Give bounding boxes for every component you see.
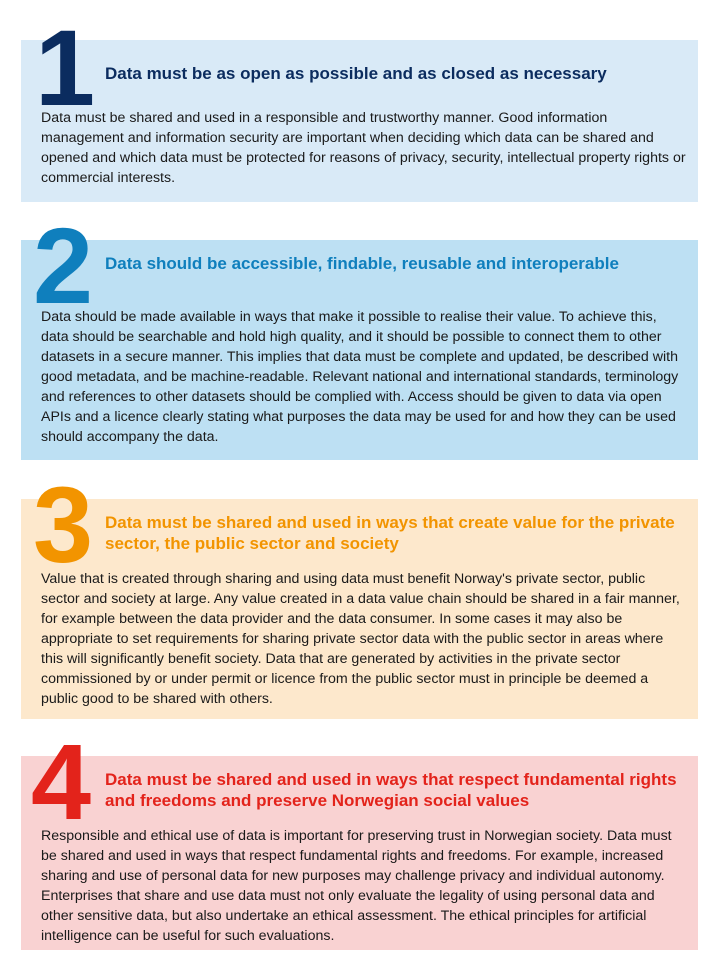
principle-text-2: Data should be made available in ways that make it possible to realise their value. To achieve this, data should be searchable and hold high quality, and it should be possible to connect them to other datasets in a secure manner. This implies that data must be complete and updated, be described with good metadata, and be machine-readable. Relevant national and international standards, terminology and references to other datasets should be complied with. Access should be given to data via open APIs and a licence clearly stating what purposes the data may be used for and how they can be used should accompany the data.	[41, 309, 679, 445]
principle-heading-4: Data must be shared and used in ways that respect fundamental rights and freedoms and preserve Norwegian social values	[105, 770, 677, 810]
principle-card-3	[21, 464, 698, 719]
principle-text-1: Data must be shared and used in a responsible and trustworthy manner. Good information management and information security are important when deciding which data can be shared and opened and which data must be protected for reasons of privacy, security, intellectual property rights or commercial interests.	[41, 110, 686, 186]
principle-heading-1: Data must be as open as possible and as closed as necessary	[105, 64, 607, 83]
principle-number-1: 1	[35, 7, 94, 128]
principle-number-4: 4	[31, 721, 90, 842]
principle-number-3: 3	[33, 464, 92, 585]
principle-card-1	[21, 7, 698, 202]
principle-card-4	[21, 721, 698, 950]
principle-number-2: 2	[33, 205, 92, 326]
principle-heading-2: Data should be accessible, findable, reusable and interoperable	[105, 254, 619, 273]
principle-heading-3: Data must be shared and used in ways that create value for the private sector, the public sector and society	[105, 513, 675, 553]
principle-text-4: Responsible and ethical use of data is important for preserving trust in Norwegian society. Data must be shared and used in ways that respect fundamental rights and freedoms. For example, increased sharing and use of personal data for new purposes may challenge privacy and individual autonomy. Enterprises that share and use data must not only evaluate the legality of using personal data and other sensitive data, but also undertake an ethical assessment. The ethical principles for artificial intelligence can be useful for such evaluations.	[41, 828, 672, 944]
principle-text-3: Value that is created through sharing and using data must benefit Norway's private sector, public sector and society at large. Any value created in a data value chain should be shared in a fair manner, for example between the data provider and the data consumer. In some cases it may also be appropriate to set requirements for sharing private sector data with the public sector in areas where this will significantly benefit society. Data that are generated by activities in the private sector commissioned by or under permit or licence from the public sector must in principle be deemed a public good to be shared with others.	[41, 571, 680, 707]
principle-card-2	[21, 205, 698, 460]
